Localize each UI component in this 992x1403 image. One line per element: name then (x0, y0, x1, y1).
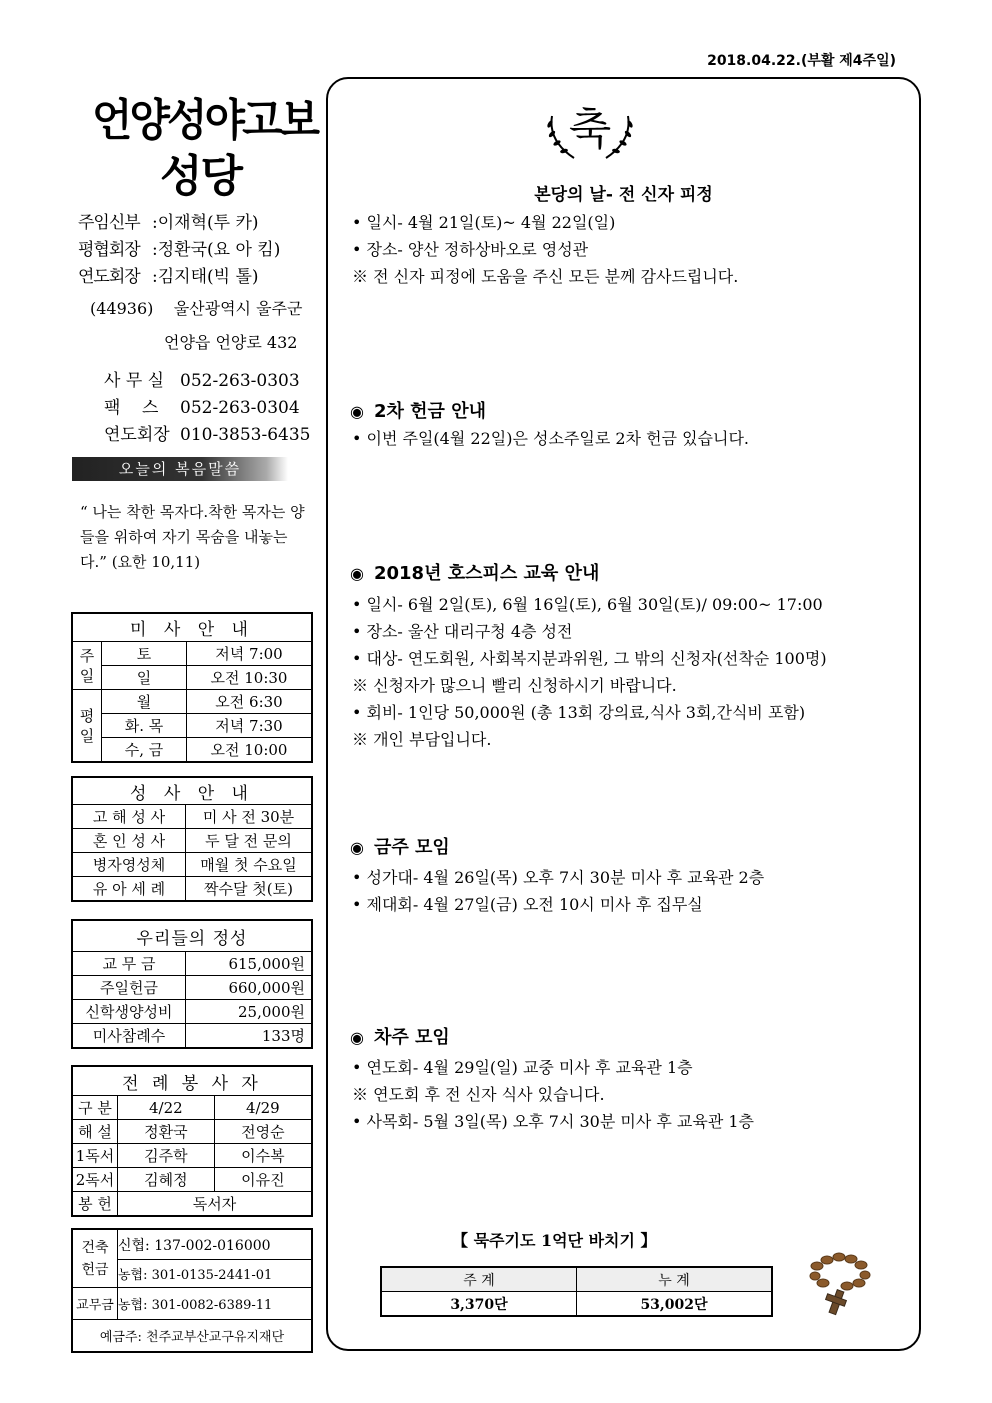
liturgy-person: 전영순 (214, 1120, 312, 1144)
liturgy-role: 1독서 (72, 1144, 118, 1168)
phone-label: 사 무 실 (104, 371, 165, 391)
event-line: • 장소- 양산 정하상바오로 영성관 (352, 240, 589, 259)
address-line2: 언양읍 언양로 432 (164, 333, 298, 352)
sacrament-name: 유 아 세 례 (72, 877, 186, 902)
section-line: • 대상- 연도회원, 사회복지분과위원, 그 밖의 신청자(선착순 100명) (352, 649, 827, 668)
rosary-table (380, 1266, 773, 1317)
sacrament-name: 고 해 성 사 (72, 805, 186, 829)
liturgy-role: 해 설 (72, 1120, 118, 1144)
address-line1: (44936) 울산광역시 울주군 (90, 299, 303, 318)
accounts-table (71, 1228, 313, 1353)
rosary-title: 【 묵주기도 1억단 바치기 】 (452, 1231, 657, 1250)
section-line: ※ 연도회 후 전 신자 식사 있습니다. (352, 1085, 605, 1104)
event-line: • 일시- 4월 21일(토)~ 4월 22일(일) (352, 213, 616, 232)
mass-time: 저녁 7:30 (187, 714, 313, 738)
mass-day: 수, 금 (102, 738, 187, 763)
parish-title-line2: 성당 (160, 151, 242, 202)
parish-title: 언양성야고보 (92, 95, 318, 146)
weekday-label: 평일 (72, 690, 102, 763)
event-title: 본당의 날- 전 신자 피정 (534, 185, 713, 205)
mass-time: 저녁 7:00 (187, 642, 313, 666)
staff-name: :정환국(요 아 킴) (152, 240, 281, 260)
building-label (72, 1229, 118, 1288)
section-line: ※ 신청자가 많으니 빨리 신청하시기 바랍니다. (352, 676, 677, 695)
offering-name: 주일헌금 (72, 976, 186, 1000)
rosary-header-total: 누 계 (577, 1267, 773, 1292)
section-line: • 일시- 6월 2일(토), 6월 16일(토), 6월 30일(토)/ 09:00~ 17:00 (352, 595, 823, 614)
section-line: • 제대회- 4월 27일(금) 오전 10시 미사 후 집무실 (352, 895, 703, 914)
celebrate-char: 축 (568, 104, 612, 155)
account-holder: 예금주: 천주교부산교구유지재단 (72, 1320, 312, 1353)
liturgy-table (71, 1065, 313, 1217)
sacrament-info: 짝수달 첫(토) (186, 877, 313, 902)
staff-name: :김지태(빅 톨) (152, 267, 259, 287)
phone-label: 팩 스 (104, 398, 159, 418)
liturgy-role: 봉 헌 (72, 1192, 118, 1217)
liturgy-header: 4/22 (118, 1096, 215, 1120)
section-title-text: 금주 모임 (373, 837, 450, 858)
mass-table (71, 612, 313, 763)
section-title-text: 차주 모임 (373, 1027, 450, 1048)
sacrament-info: 매월 첫 수요일 (186, 853, 313, 877)
liturgy-person: 김주학 (118, 1144, 215, 1168)
offerings-table (71, 919, 313, 1049)
dues-label: 교무금 (72, 1288, 118, 1320)
dues-account: 농협: 301-0082-6389-11 (118, 1288, 313, 1320)
mass-day: 월 (102, 690, 187, 714)
liturgy-person: 이유진 (214, 1168, 312, 1192)
liturgy-offering: 독서자 (118, 1192, 313, 1217)
section-line: • 연도회- 4월 29일(일) 교중 미사 후 교육관 1층 (352, 1058, 693, 1077)
mass-time: 오전 10:00 (187, 738, 313, 763)
bullet-icon: ◉ (350, 838, 364, 857)
mass-day: 토 (102, 642, 187, 666)
section-line: ※ 개인 부담입니다. (352, 730, 492, 749)
mass-time: 오전 10:30 (187, 666, 313, 690)
sacrament-info: 두 달 전 문의 (186, 829, 313, 853)
bullet-icon: ◉ (350, 1028, 364, 1047)
building-account-2: 농협: 301-0135-2441-01 (118, 1260, 313, 1288)
section-line: • 이번 주일(4월 22일)은 성소주일로 2차 헌금 있습니다. (352, 429, 749, 448)
sacraments-title: 성 사 안 내 (72, 777, 312, 805)
mass-day: 화. 목 (102, 714, 187, 738)
bullet-icon: ◉ (350, 402, 364, 421)
building-account-1: 신협: 137-002-016000 (118, 1229, 313, 1260)
sacrament-info: 미 사 전 30분 (186, 805, 313, 829)
section-line: • 장소- 울산 대리구청 4층 성전 (352, 622, 573, 641)
liturgy-header: 구 분 (72, 1096, 118, 1120)
event-line: ※ 전 신자 피정에 도움을 주신 모든 분께 감사드립니다. (352, 267, 739, 286)
phone-value: 052-263-0303 (180, 371, 300, 391)
phone-row (104, 366, 300, 391)
rosary-header-week: 주 계 (381, 1267, 577, 1292)
building-label-2: 헌금 (81, 1261, 109, 1278)
staff-row (78, 235, 280, 260)
phone-row (104, 420, 310, 445)
offering-amount: 660,000원 (186, 976, 313, 1000)
liturgy-person: 정환국 (118, 1120, 215, 1144)
section-line: • 회비- 1인당 50,000원 (총 13회 강의료,식사 3회,간식비 포함) (352, 703, 806, 722)
sacraments-table (71, 776, 313, 902)
offering-name: 미사참례수 (72, 1024, 186, 1049)
mass-day: 일 (102, 666, 187, 690)
rosary-week-value: 3,370단 (381, 1292, 577, 1317)
phone-row (104, 393, 300, 418)
offerings-title: 우리들의 정성 (72, 920, 312, 952)
rosary-total-value: 53,002단 (577, 1292, 773, 1317)
phone-value: 010-3853-6435 (180, 425, 311, 445)
section-title-text: 2018년 호스피스 교육 안내 (373, 563, 600, 584)
section-line: • 사목회- 5월 3일(목) 오후 7시 30분 미사 후 교육관 1층 (352, 1112, 755, 1131)
offering-name: 교 무 금 (72, 952, 186, 976)
staff-role: 주임신부 (78, 213, 140, 233)
gospel-heading: 오늘의 복음말씀 (72, 457, 288, 481)
phone-label: 연도회장 (104, 425, 170, 445)
liturgy-title: 전 례 봉 사 자 (72, 1066, 312, 1096)
mass-title: 미 사 안 내 (72, 613, 312, 642)
staff-row (78, 262, 259, 287)
phone-value: 052-263-0304 (180, 398, 300, 418)
section-title (350, 833, 450, 859)
staff-role: 평협회장 (78, 240, 140, 260)
staff-row (78, 208, 259, 233)
liturgy-person: 이수복 (214, 1144, 312, 1168)
offering-name: 신학생양성비 (72, 1000, 186, 1024)
liturgy-role: 2독서 (72, 1168, 118, 1192)
issue-date: 2018.04.22.(부활 제4주일) (707, 53, 896, 69)
sacrament-name: 병자영성체 (72, 853, 186, 877)
section-line: • 성가대- 4월 26일(목) 오후 7시 30분 미사 후 교육관 2층 (352, 868, 765, 887)
section-title-text: 2차 헌금 안내 (373, 401, 486, 422)
section-title (350, 397, 486, 423)
sacrament-name: 혼 인 성 사 (72, 829, 186, 853)
offering-amount: 133명 (186, 1024, 313, 1049)
sunday-label: 주일 (72, 642, 102, 690)
gospel-text: “ 나는 착한 목자다.착한 목자는 양들을 위하여 자기 목숨을 내놓는다.” (요한 10,11) (80, 503, 305, 571)
offering-amount: 25,000원 (186, 1000, 313, 1024)
rosary-icon (805, 1250, 875, 1318)
section-title (350, 1023, 450, 1049)
section-title (350, 559, 599, 585)
bullet-icon: ◉ (350, 564, 364, 583)
offering-amount: 615,000원 (186, 952, 313, 976)
staff-name: :이재혁(투 카) (152, 213, 259, 233)
building-label-1: 건축 (81, 1239, 109, 1256)
liturgy-person: 김혜정 (118, 1168, 215, 1192)
liturgy-header: 4/29 (214, 1096, 312, 1120)
celebration-emblem (540, 96, 640, 166)
staff-role: 연도회장 (78, 267, 140, 287)
mass-time: 오전 6:30 (187, 690, 313, 714)
